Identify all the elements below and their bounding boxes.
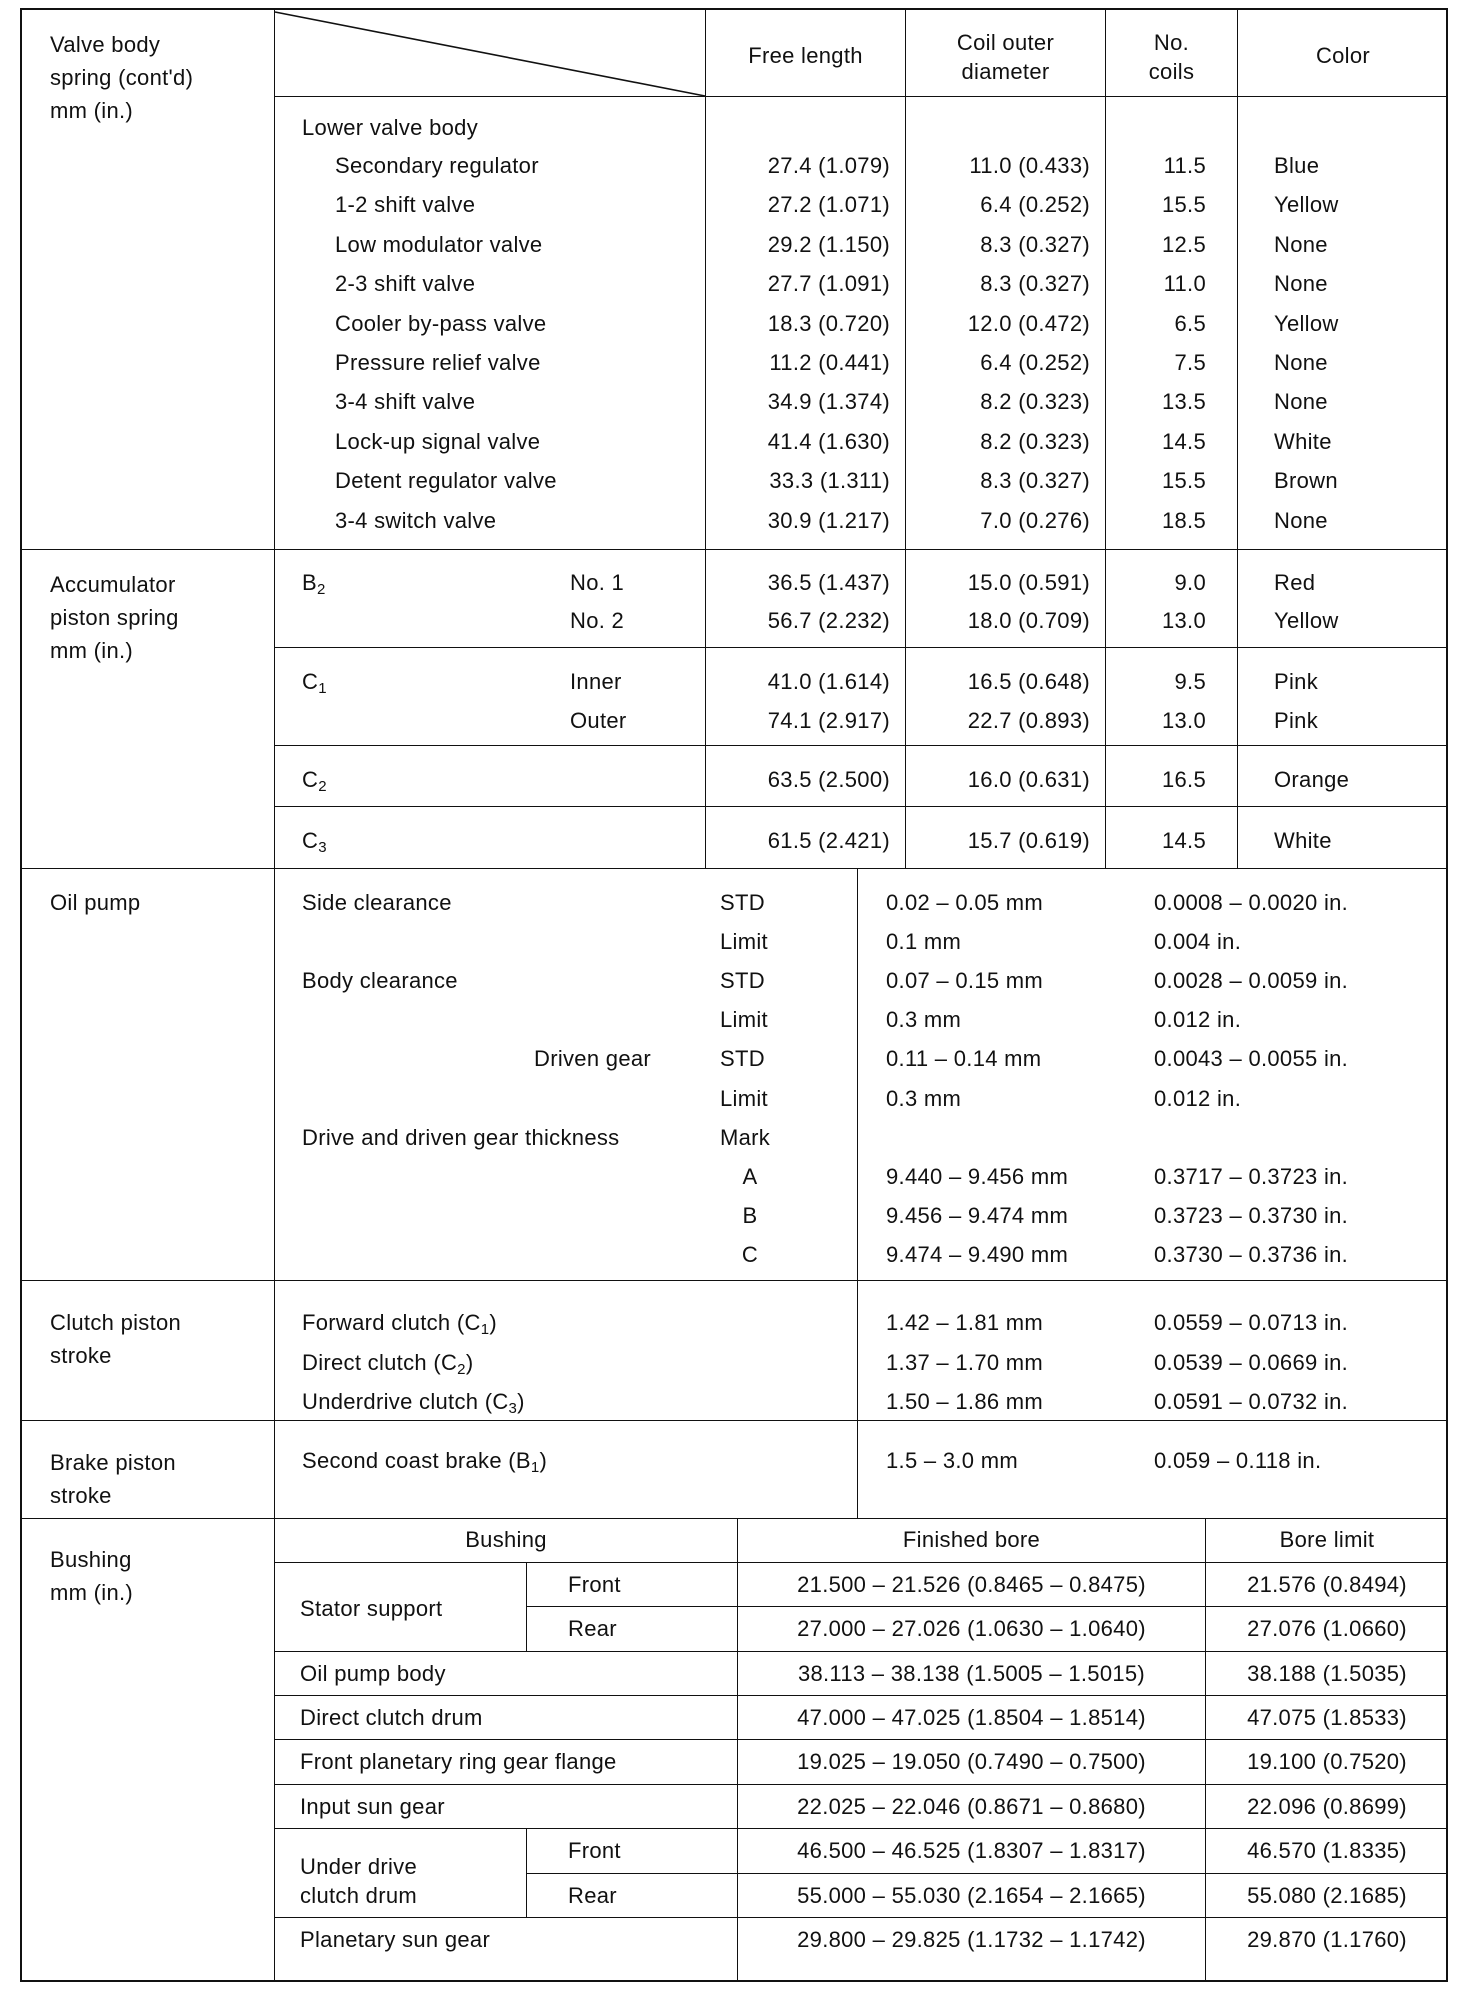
free-length-value: 41.0 (1.614) [767,669,890,694]
bore-limit-value: 29.870 (1.1760) [1247,1927,1407,1952]
oil-pump-item: Drive and driven gear thickness [302,1124,620,1150]
coil-od-value: 18.0 (0.709) [967,608,1090,633]
free-length-value: 30.9 (1.217) [767,507,890,533]
bushing-name: Stator support [300,1596,443,1621]
no-coils-value: 9.0 [1174,570,1206,595]
free-length-value: 41.4 (1.630) [767,428,890,454]
brake-mm-value: 1.5 – 3.0 mm [886,1448,1018,1473]
oil-pump-spec: STD [720,890,765,915]
color-value: Pink [1274,669,1318,694]
color-value: Yellow [1274,310,1339,336]
oil-pump-mark: A [742,1163,758,1189]
header-no-coils: No. coils [1148,30,1195,84]
no-coils-value: 11.5 [1163,153,1206,178]
coil-od-value: 8.2 (0.323) [980,389,1090,415]
spec-table [20,8,1448,1982]
finished-bore-value: 27.000 – 27.026 (1.0630 – 1.0640) [797,1616,1146,1641]
coil-od-value: 16.5 (0.648) [967,669,1090,694]
oil-pump-inch-value: 0.3730 – 0.3736 in. [1154,1241,1349,1267]
bushing-name: Front planetary ring gear flange [300,1749,617,1774]
header-bushing: Bushing [465,1527,547,1552]
oil-pump-spec: Limit [720,1085,768,1111]
accumulator-position: No. 1 [570,570,625,595]
no-coils-value: 13.0 [1161,708,1206,733]
finished-bore-value: 38.113 – 38.138 (1.5005 – 1.5015) [797,1661,1146,1686]
clutch-name: Direct clutch $(C_2)$ [302,1349,474,1378]
oil-pump-spec: STD [720,1046,765,1072]
no-coils-value: 13.0 [1161,608,1206,633]
header-color: Color [1315,43,1371,68]
section-label-oil-pump: Oil pump [50,890,141,915]
color-value: Pink [1274,708,1318,733]
header-free-length: Free length [748,43,863,68]
clutch-mm-value: 1.37 – 1.70 mm [886,1349,1044,1375]
color-value: White [1274,428,1332,454]
bore-limit-value: 19.100 (0.7520) [1247,1749,1407,1774]
oil-pump-inch-value: 0.012 in. [1154,1007,1242,1033]
oil-pump-inch-value: 0.004 in. [1154,929,1242,955]
bushing-position: Rear [568,1883,617,1908]
spring-name: Secondary regulator [335,153,539,178]
no-coils-value: 14.5 [1161,428,1206,454]
color-value: Brown [1274,468,1338,494]
free-length-value: 27.4 (1.079) [767,153,890,178]
finished-bore-value: 29.800 – 29.825 (1.1732 – 1.1742) [797,1927,1146,1952]
coil-od-value: 6.4 (0.252) [980,192,1090,218]
oil-pump-spec: Mark [720,1124,771,1150]
coil-od-value: 8.3 (0.327) [980,468,1090,494]
color-value: Yellow [1274,608,1339,633]
color-value: White [1274,828,1332,853]
oil-pump-mm-value: 0.02 – 0.05 mm [886,890,1044,915]
color-value: None [1274,231,1328,257]
accumulator-position: Inner [570,669,622,694]
coil-od-value: 15.0 (0.591) [967,570,1090,595]
color-value: None [1274,271,1328,297]
free-length-value: 27.7 (1.091) [767,271,890,297]
no-coils-value: 12.5 [1161,231,1206,257]
accumulator-group-label: $C_3$ [302,828,327,856]
header-coil-outer-diameter: Coil outer diameter [956,30,1055,84]
free-length-value: 63.5 (2.500) [767,767,890,792]
spring-name: Pressure relief valve [335,350,541,375]
clutch-inch-value: 0.0591 – 0.0732 in. [1154,1389,1349,1414]
oil-pump-mm-value: 0.3 mm [886,1007,962,1033]
spring-name: 3-4 switch valve [335,507,497,533]
free-length-value: 56.7 (2.232) [767,608,890,633]
clutch-inch-value: 0.0559 – 0.0713 in. [1154,1310,1349,1335]
bore-limit-value: 47.075 (1.8533) [1247,1705,1407,1730]
section-label-brake-piston: Brake piston stroke [50,1450,176,1508]
spring-name: Detent regulator valve [335,468,557,494]
accumulator-group-label: $B_2$ [302,570,326,598]
section-label-valve-body: Valve body spring (cont'd) mm (in.) [50,32,194,123]
finished-bore-value: 21.500 – 21.526 (0.8465 – 0.8475) [797,1572,1146,1597]
accumulator-position: Outer [570,708,627,733]
free-length-value: 74.1 (2.917) [767,708,890,733]
oil-pump-subitem: Driven gear [534,1046,652,1072]
section-label-bushing: Bushing mm (in.) [50,1547,134,1605]
free-length-value: 29.2 (1.150) [767,231,890,257]
oil-pump-inch-value: 0.0043 – 0.0055 in. [1154,1046,1349,1072]
free-length-value: 11.2 (0.441) [769,350,890,375]
no-coils-value: 16.5 [1161,767,1206,792]
oil-pump-inch-value: 0.0028 – 0.0059 in. [1154,968,1349,994]
color-value: None [1274,507,1328,533]
free-length-value: 33.3 (1.311) [769,468,890,494]
oil-pump-mm-value: 0.1 mm [886,929,962,955]
bushing-name: Oil pump body [300,1661,446,1686]
oil-pump-mark: C [741,1241,759,1267]
bore-limit-value: 46.570 (1.8335) [1247,1838,1407,1863]
coil-od-value: 12.0 (0.472) [967,310,1090,336]
coil-od-value: 8.3 (0.327) [980,271,1090,297]
color-value: None [1274,389,1328,415]
finished-bore-value: 22.025 – 22.046 (0.8671 – 0.8680) [797,1794,1146,1819]
color-value: Orange [1274,767,1350,792]
color-value: None [1274,350,1328,375]
accumulator-position: No. 2 [570,608,625,633]
bore-limit-value: 27.076 (1.0660) [1247,1616,1407,1641]
no-coils-value: 6.5 [1174,310,1206,336]
bushing-position: Rear [568,1616,617,1641]
color-value: Red [1274,570,1316,595]
oil-pump-mm-value: 0.11 – 0.14 mm [886,1046,1042,1072]
free-length-value: 36.5 (1.437) [767,570,890,595]
accumulator-group-label: $C_1$ [302,669,327,697]
coil-od-value: 15.7 (0.619) [967,828,1090,853]
clutch-mm-value: 1.50 – 1.86 mm [886,1389,1044,1414]
bushing-position: Front [568,1572,621,1597]
finished-bore-value: 46.500 – 46.525 (1.8307 – 1.8317) [797,1838,1146,1863]
bushing-name: Input sun gear [300,1794,445,1819]
no-coils-value: 7.5 [1174,350,1206,375]
free-length-value: 18.3 (0.720) [767,310,890,336]
clutch-name: Forward clutch $(C_1)$ [302,1310,497,1338]
free-length-value: 27.2 (1.071) [767,192,890,218]
no-coils-value: 11.0 [1163,271,1206,297]
spring-name: Lock-up signal valve [335,428,541,454]
bushing-name: Under drive clutch drum [300,1854,418,1908]
oil-pump-spec: STD [720,968,765,994]
clutch-name: Underdrive clutch $(C_3)$ [302,1389,525,1417]
finished-bore-value: 19.025 – 19.050 (0.7490 – 0.7500) [797,1749,1146,1774]
oil-pump-inch-value: 0.0008 – 0.0020 in. [1154,890,1349,915]
clutch-inch-value: 0.0539 – 0.0669 in. [1154,1349,1349,1375]
bore-limit-value: 38.188 (1.5035) [1247,1661,1407,1686]
bushing-position: Front [568,1838,621,1863]
oil-pump-mm-value: 9.474 – 9.490 mm [886,1241,1069,1267]
color-value: Blue [1274,153,1320,178]
no-coils-value: 15.5 [1161,468,1206,494]
oil-pump-mm-value: 9.440 – 9.456 mm [886,1163,1069,1189]
color-value: Yellow [1274,192,1339,218]
free-length-value: 34.9 (1.374) [767,389,890,415]
oil-pump-mm-value: 9.456 – 9.474 mm [886,1202,1069,1228]
oil-pump-item: Body clearance [302,968,458,994]
accumulator-group-label: $C_2$ [302,767,327,795]
section-label-clutch-piston: Clutch piston stroke [50,1310,182,1368]
no-coils-value: 15.5 [1161,192,1206,218]
no-coils-value: 18.5 [1161,507,1206,533]
bushing-name: Planetary sun gear [300,1927,491,1952]
oil-pump-inch-value: 0.3717 – 0.3723 in. [1154,1163,1349,1189]
section-label-accumulator: Accumulator piston spring mm (in.) [50,572,179,663]
coil-od-value: 8.2 (0.323) [980,428,1090,454]
oil-pump-inch-value: 0.012 in. [1154,1085,1242,1111]
finished-bore-value: 55.000 – 55.030 (2.1654 – 2.1665) [797,1883,1146,1908]
spring-name: 1-2 shift valve [335,192,476,218]
bore-limit-value: 21.576 (0.8494) [1247,1572,1407,1597]
spring-name: Low modulator valve [335,231,543,257]
oil-pump-spec: Limit [720,929,768,955]
oil-pump-inch-value: 0.3723 – 0.3730 in. [1154,1202,1349,1228]
oil-pump-mark: B [742,1202,758,1228]
oil-pump-mm-value: 0.3 mm [886,1085,962,1111]
spring-name: 3-4 shift valve [335,389,476,415]
clutch-mm-value: 1.42 – 1.81 mm [886,1310,1044,1335]
oil-pump-item: Side clearance [302,890,452,915]
oil-pump-mm-value: 0.07 – 0.15 mm [886,968,1044,994]
header-bore-limit: Bore limit [1279,1527,1375,1552]
no-coils-value: 13.5 [1161,389,1206,415]
free-length-value: 61.5 (2.421) [767,828,890,853]
coil-od-value: 16.0 (0.631) [967,767,1090,792]
header-finished-bore: Finished bore [902,1527,1041,1552]
oil-pump-spec: Limit [720,1007,768,1033]
coil-od-value: 6.4 (0.252) [980,350,1090,375]
coil-od-value: 7.0 (0.276) [980,507,1090,533]
finished-bore-value: 47.000 – 47.025 (1.8504 – 1.8514) [797,1705,1146,1730]
bore-limit-value: 22.096 (0.8699) [1247,1794,1407,1819]
bore-limit-value: 55.080 (2.1685) [1247,1883,1407,1908]
no-coils-value: 14.5 [1161,828,1206,853]
no-coils-value: 9.5 [1174,669,1206,694]
brake-inch-value: 0.059 – 0.118 in. [1154,1448,1322,1473]
brake-name: Second coast brake $(B_1)$ [302,1448,548,1476]
coil-od-value: 8.3 (0.327) [980,231,1090,257]
spring-name: Cooler by-pass valve [335,310,547,336]
coil-od-value: 22.7 (0.893) [967,708,1090,733]
spring-name: 2-3 shift valve [335,271,476,297]
coil-od-value: 11.0 (0.433) [969,153,1090,178]
group-label-lower-valve-body: Lower valve body [302,115,479,140]
bushing-name: Direct clutch drum [300,1705,483,1730]
